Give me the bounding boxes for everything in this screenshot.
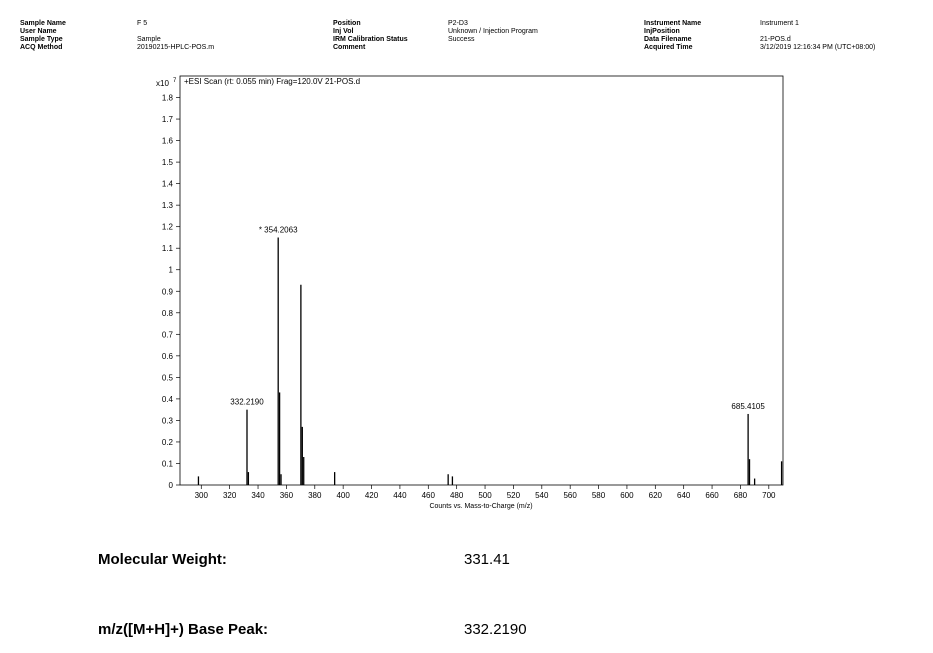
y-multiplier-label: x10: [156, 79, 169, 88]
header-label-0-4: Instrument Name: [644, 20, 702, 27]
y-tick-label-5: 0.5: [161, 373, 173, 383]
y-tick-label-13: 1.3: [161, 201, 173, 211]
x-tick-label-20: 700: [762, 491, 776, 500]
base-peak-label: m/z([M+H]+) Base Peak:: [98, 621, 269, 638]
header-label-1-4: InjPosition: [644, 28, 680, 35]
x-tick-label-4: 380: [308, 491, 322, 500]
header-value-2-5: 21-POS.d: [760, 36, 791, 43]
x-tick-label-11: 520: [506, 491, 521, 500]
x-tick-label-5: 400: [336, 491, 350, 500]
header-value-2-1: Sample: [137, 36, 161, 43]
mass-spectrum-chart: [140, 72, 800, 522]
header-value-1-3: Unknown / Injection Program: [448, 28, 538, 35]
peak-label-2: 685.4105: [731, 401, 765, 411]
y-tick-label-1: 0.1: [161, 459, 173, 469]
header-label-1-0: User Name: [20, 28, 57, 35]
y-tick-label-7: 0.7: [161, 330, 173, 340]
y-tick-label-3: 0.3: [161, 416, 173, 426]
header-value-0-5: Instrument 1: [760, 20, 799, 27]
y-tick-label-9: 0.9: [161, 287, 173, 297]
x-tick-label-9: 480: [449, 491, 464, 500]
base-peak-value: 332.2190: [464, 621, 527, 638]
header-value-3-5: 3/12/2019 12:16:34 PM (UTC+08:00): [760, 44, 876, 51]
header-value-3-1: 20190215-HPLC-POS.m: [137, 44, 215, 51]
header-label-2-4: Data Filename: [644, 36, 692, 43]
header-label-1-2: Inj Vol: [333, 28, 354, 35]
y-tick-label-2: 0.2: [161, 437, 173, 447]
plot-area-frame: [180, 76, 783, 485]
x-tick-label-6: 420: [364, 491, 379, 500]
x-tick-label-15: 600: [620, 491, 634, 500]
x-tick-label-7: 440: [393, 491, 407, 500]
x-tick-label-19: 680: [733, 491, 748, 500]
y-exponent-label: 7: [173, 78, 177, 84]
header-value-0-3: P2-D3: [448, 20, 468, 27]
x-tick-label-3: 360: [279, 491, 294, 500]
x-tick-label-8: 460: [421, 491, 435, 500]
y-tick-label-18: 1.8: [161, 93, 173, 103]
header-label-0-0: Sample Name: [20, 20, 66, 27]
y-tick-label-6: 0.6: [161, 351, 173, 361]
x-axis-label: Counts vs. Mass-to-Charge (m/z): [429, 503, 533, 510]
y-tick-label-10: 1: [168, 265, 173, 275]
header-label-3-4: Acquired Time: [644, 44, 693, 51]
chart-title: +ESI Scan (rt: 0.055 min) Frag=120.0V 21-POS.d: [184, 77, 361, 86]
molecular-weight-label: Molecular Weight:: [98, 551, 227, 568]
y-tick-label-14: 1.4: [161, 179, 173, 189]
header-label-2-2: IRM Calibration Status: [333, 36, 408, 43]
x-tick-label-17: 640: [677, 491, 691, 500]
y-tick-label-4: 0.4: [161, 394, 173, 404]
header-label-0-2: Position: [333, 20, 361, 27]
header-label-2-0: Sample Type: [20, 36, 63, 43]
x-tick-label-18: 660: [705, 491, 719, 500]
x-tick-label-14: 580: [591, 491, 606, 500]
y-tick-label-16: 1.6: [161, 136, 173, 146]
y-tick-label-12: 1.2: [161, 222, 173, 232]
x-tick-label-2: 340: [251, 491, 265, 500]
y-tick-label-0: 0: [168, 481, 173, 490]
peak-label-0: 332.2190: [230, 397, 264, 407]
header-value-2-3: Success: [448, 36, 475, 43]
molecular-weight-value: 331.41: [464, 551, 510, 568]
x-tick-label-12: 540: [535, 491, 549, 500]
x-tick-label-0: 300: [194, 491, 208, 500]
x-tick-label-10: 500: [478, 491, 492, 500]
y-tick-label-17: 1.7: [161, 115, 173, 125]
header-value-0-1: F 5: [137, 20, 148, 27]
header-label-3-2: Comment: [333, 44, 366, 51]
header-label-3-0: ACQ Method: [20, 44, 63, 51]
y-tick-label-11: 1.1: [161, 244, 173, 254]
x-tick-label-13: 560: [563, 491, 577, 500]
x-tick-label-16: 620: [648, 491, 662, 500]
y-tick-label-15: 1.5: [161, 158, 173, 168]
x-tick-label-1: 320: [222, 491, 237, 500]
peak-label-1: * 354.2063: [258, 225, 298, 235]
y-tick-label-8: 0.8: [161, 308, 173, 318]
